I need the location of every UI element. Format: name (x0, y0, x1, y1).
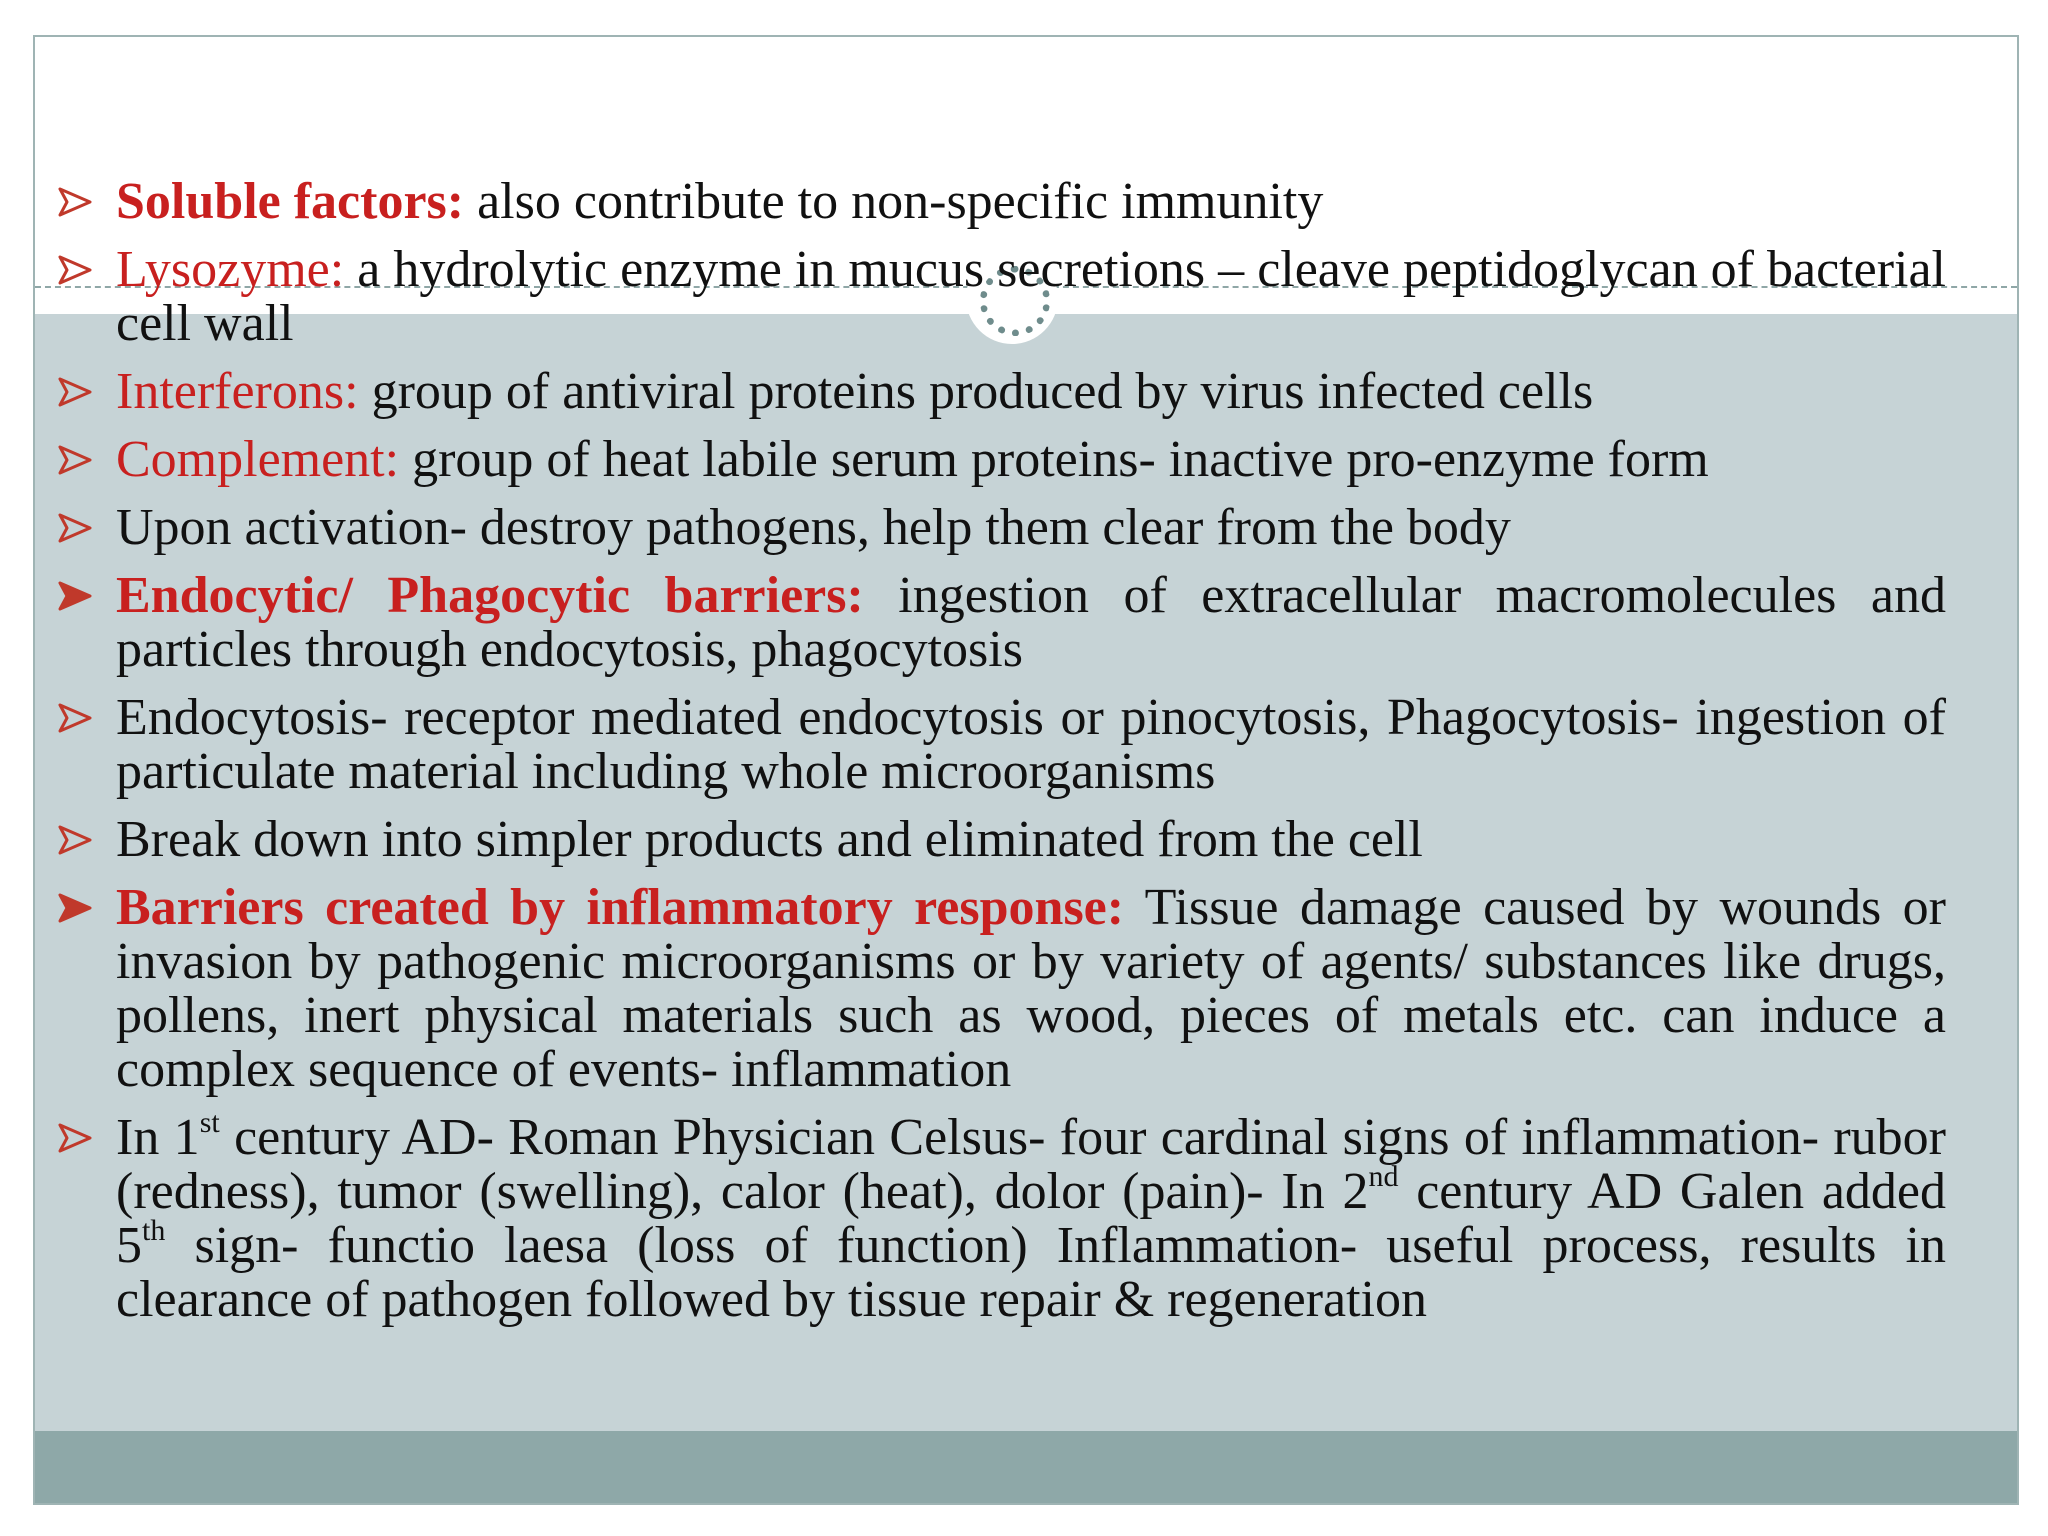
ordinal-suffix: nd (1368, 1160, 1399, 1193)
bullet-text: group of antiviral proteins produced by virus infected cells (358, 363, 1594, 420)
bullet-text-part: sign- functio laesa (loss of function) Inflammation- useful process, results in clearance of pathogen followed by tissue repair & regeneration (116, 1217, 1946, 1328)
bullet-term: Complement: (116, 431, 400, 488)
bullet-text-part: century AD Galen added 5 (116, 1163, 1947, 1274)
bullet-text: ingestion of extracellular macromolecules and particles through endocytosis, phagocytosis (116, 567, 1946, 678)
arrowhead-bullet-icon (58, 581, 92, 611)
bullet-term: Soluble factors: (116, 173, 465, 230)
bullet-celsus-galen (58, 1106, 1947, 1328)
bullet-endocytic-barriers (58, 569, 1946, 677)
bullet-text: group of heat labile serum proteins- inactive pro-enzyme form (399, 431, 1709, 488)
bullet-term: Barriers created by inflammatory response: (116, 879, 1125, 936)
bullet-soluble-factors (58, 175, 1946, 229)
bullet-term: Interferons: (116, 363, 359, 420)
arrowhead-bullet-icon (58, 703, 92, 733)
arrowhead-bullet-icon (58, 825, 92, 855)
bullet-upon-activation (58, 501, 1946, 555)
bullet-complement (58, 433, 1946, 487)
bullet-text: Endocytosis- receptor mediated endocytosis or pinocytosis, Phagocytosis- ingestion of particulate material including whole microorganisms (116, 689, 1946, 800)
arrowhead-bullet-icon (58, 1123, 92, 1153)
footer-band (35, 1431, 2017, 1503)
bullet-text-part: century AD- Roman Physician Celsus- four cardinal signs of inflammation- rubor (redness), tumor (swelling), calor (heat), dolor (pain)- In 2 (116, 1109, 1946, 1220)
bullet-text: Break down into simpler products and eliminated from the cell (116, 811, 1423, 868)
ordinal-suffix: th (142, 1214, 166, 1247)
bullet-text: also contribute to non-specific immunity (464, 173, 1324, 230)
arrowhead-bullet-icon (58, 445, 92, 475)
ordinal-suffix: st (199, 1106, 220, 1139)
bullet-list (58, 175, 1946, 1341)
bullet-text: Tissue damage caused by wounds or invasion by pathogenic microorganisms or by variety of agents/ substances like drugs, pollens, inert physical materials such as wood, pieces of metals etc. can induce a complex sequence of events- inflammation (116, 879, 1946, 1098)
bullet-inflammatory-barriers (58, 881, 1946, 1097)
bullet-text: Upon activation- destroy pathogens, help them clear from the body (116, 499, 1511, 556)
bullet-term: Lysozyme: (116, 241, 345, 298)
arrowhead-bullet-icon (58, 377, 92, 407)
bullet-endocytosis (58, 691, 1946, 799)
arrowhead-bullet-icon (58, 513, 92, 543)
bullet-break-down (58, 813, 1946, 867)
bullet-interferons (58, 365, 1946, 419)
bullet-term: Endocytic/ Phagocytic barriers: (116, 567, 864, 624)
arrowhead-bullet-icon (58, 255, 92, 285)
arrowhead-bullet-icon (58, 893, 92, 923)
bullet-text: a hydrolytic enzyme in mucus secretions – cleave peptidoglycan of bacterial cell wall (116, 241, 1946, 352)
bullet-text-part: In 1 (116, 1109, 200, 1166)
bullet-lysozyme (58, 243, 1946, 351)
arrowhead-bullet-icon (58, 187, 92, 217)
